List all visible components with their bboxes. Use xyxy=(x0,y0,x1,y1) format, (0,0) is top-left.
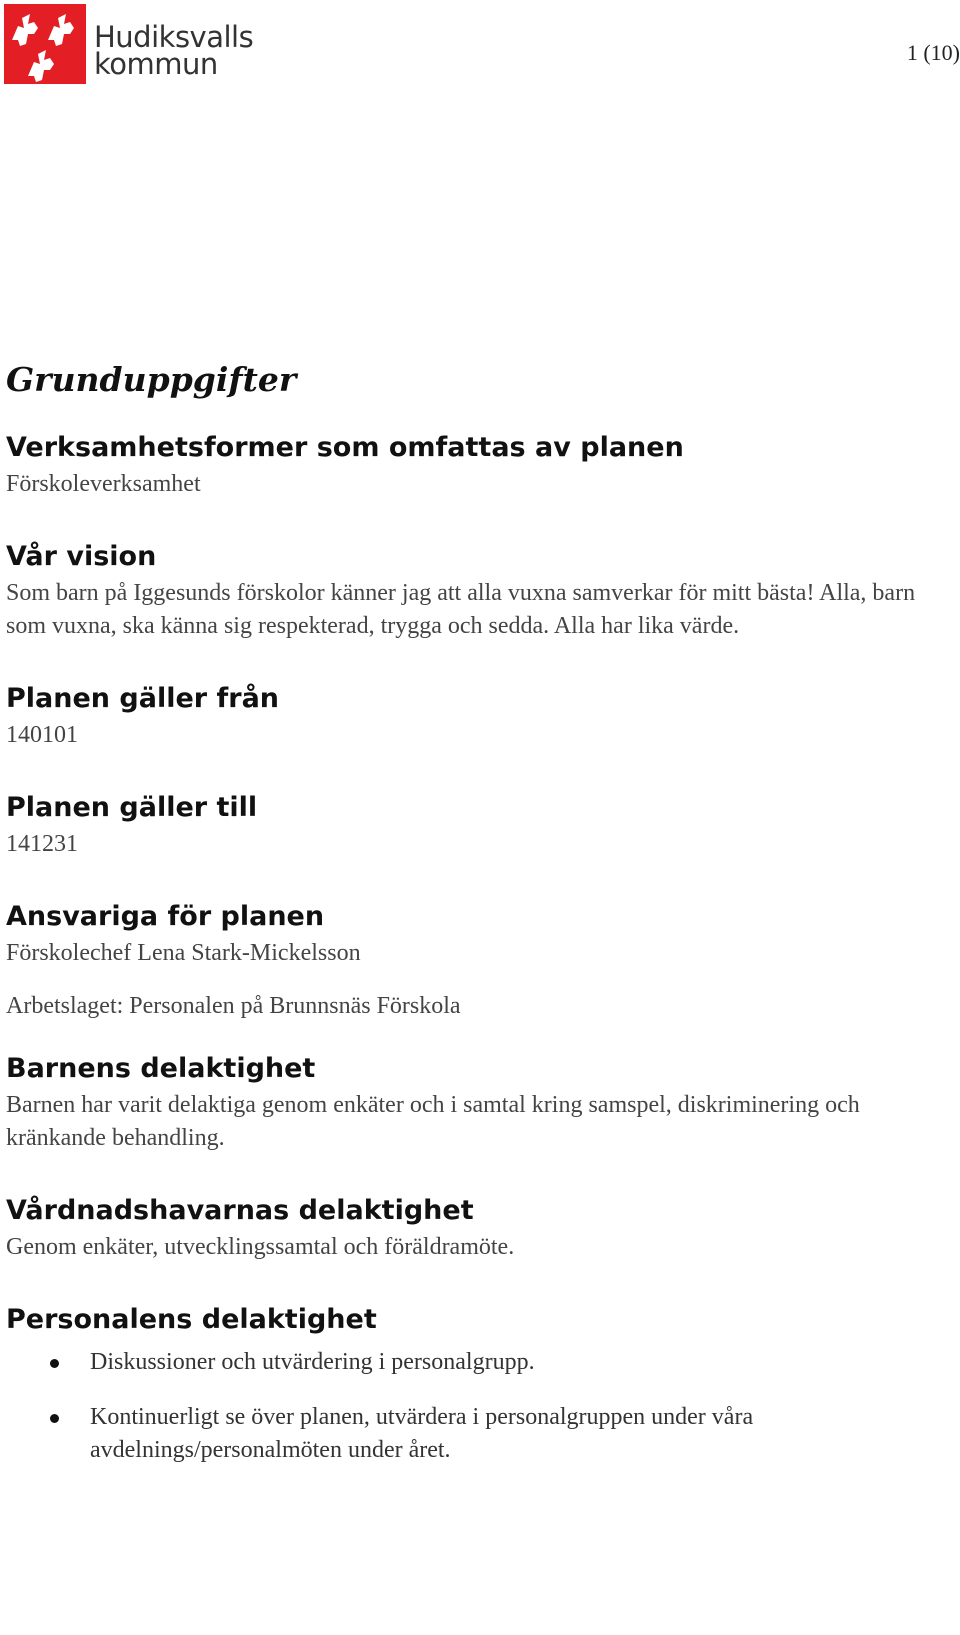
section-children-participation xyxy=(6,1053,956,1155)
section-valid-from xyxy=(6,683,956,752)
bullet-icon xyxy=(50,1359,59,1368)
section-text: Barnen har varit delaktiga genom enkäter och i samtal kring samspel, diskriminering och kränkande behandling. xyxy=(6,1092,860,1151)
bullet-icon xyxy=(50,1414,59,1423)
section-heading: Personalens delaktighet xyxy=(6,1304,377,1335)
hudiksvalls-logo xyxy=(4,4,254,84)
section-text: 141231 xyxy=(6,831,78,857)
section-text: Förskolechef Lena Stark-Mickelsson xyxy=(6,940,361,966)
section-heading: Ansvariga för planen xyxy=(6,901,325,932)
section-verksamhetsformer xyxy=(6,432,956,501)
section-heading: Planen gäller till xyxy=(6,792,258,823)
section-heading: Barnens delaktighet xyxy=(6,1053,316,1084)
goat-emblem-icon xyxy=(4,4,86,84)
section-responsible xyxy=(6,901,956,1023)
section-vision xyxy=(6,541,956,643)
list-item-text: Diskussioner och utvärdering i personalgrupp. xyxy=(90,1349,535,1375)
section-valid-to xyxy=(6,792,956,861)
logo-wordmark xyxy=(94,20,254,81)
section-heading: Vår vision xyxy=(6,541,157,572)
section-heading: Vårdnadshavarnas delaktighet xyxy=(6,1195,474,1226)
section-guardians-participation xyxy=(6,1195,956,1264)
section-heading: Planen gäller från xyxy=(6,683,280,714)
list-item-text: Kontinuerligt se över planen, utvärdera i personalgruppen under våra avdelnings/personalmöten under året. xyxy=(90,1404,754,1463)
list-item xyxy=(6,1401,920,1467)
document-title: Grunduppgifter xyxy=(6,360,297,399)
logo-line-1: Hudiksvalls xyxy=(94,20,254,54)
page-number: 1 (10) xyxy=(906,40,960,65)
document-body xyxy=(6,360,956,1507)
list-item xyxy=(6,1346,920,1379)
section-text: 140101 xyxy=(6,722,78,748)
section-text: Förskoleverksamhet xyxy=(6,471,201,497)
section-text: Som barn på Iggesunds förskolor känner jag att alla vuxna samverkar för mitt bästa! Alla, barn som vuxna, ska känna sig respekterad, trygga och sedda. Alla har lika värde. xyxy=(6,580,916,639)
bullet-list xyxy=(6,1346,956,1467)
section-text: Arbetslaget: Personalen på Brunnsnäs Förskola xyxy=(6,993,461,1019)
section-text: Genom enkäter, utvecklingssamtal och föräldramöte. xyxy=(6,1234,515,1260)
section-heading: Verksamhetsformer som omfattas av planen xyxy=(6,432,684,463)
section-staff-participation xyxy=(6,1304,956,1467)
logo-line-2: kommun xyxy=(94,47,218,81)
